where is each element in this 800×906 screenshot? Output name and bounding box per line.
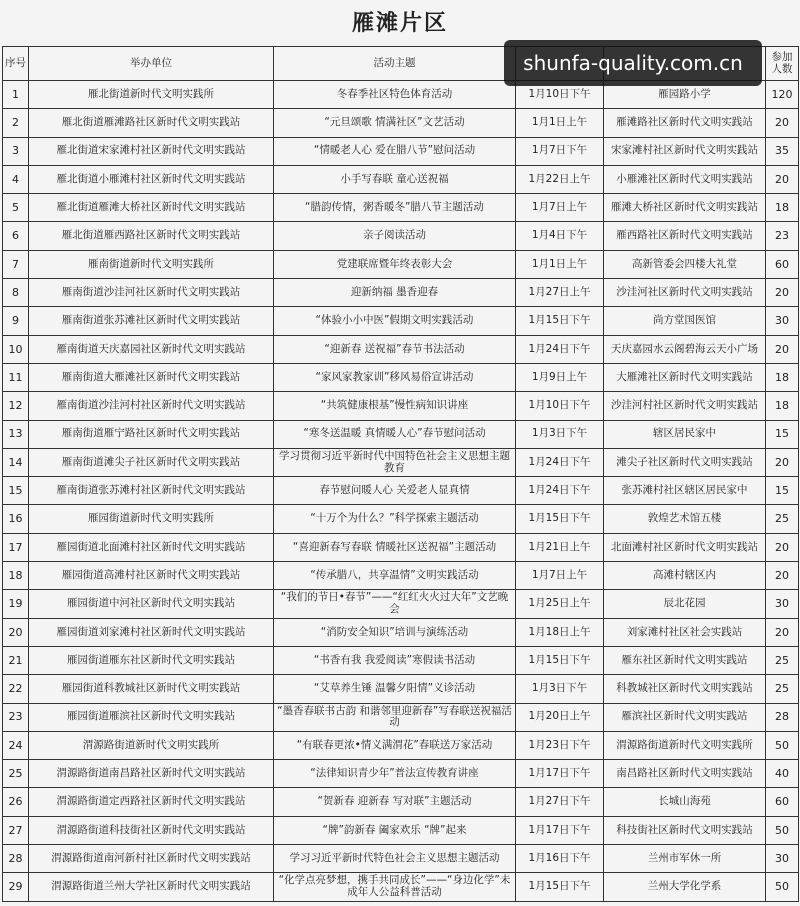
row-time: 1月15日下午 (516, 505, 604, 533)
table-row (3, 788, 799, 816)
page-title: 雁滩片区 (351, 10, 448, 36)
row-theme: 学习习近平新时代特色社会主义思想主题活动 (274, 845, 516, 873)
row-participants: 25 (766, 505, 799, 533)
row-location: 宋家滩村社区新时代文明实践站 (604, 137, 766, 165)
row-organizer: 雁园街道雁滨社区新时代文明实践站 (29, 703, 274, 731)
row-organizer: 雁北街道雁滩大桥社区新时代文明实践站 (29, 194, 274, 222)
row-organizer: 雁园街道雁东社区新时代文明实践站 (29, 646, 274, 674)
row-participants: 18 (766, 392, 799, 420)
row-participants: 20 (766, 448, 799, 476)
row-organizer: 雁南街道滩尖子社区新时代文明实践站 (29, 448, 274, 476)
row-index: 16 (3, 505, 29, 533)
row-index: 15 (3, 477, 29, 505)
row-index: 28 (3, 845, 29, 873)
row-theme: “寒冬送温暖 真情暖人心”春节慰问活动 (274, 420, 516, 448)
row-time: 1月23日下午 (516, 731, 604, 759)
row-organizer: 雁北街道小雁滩村社区新时代文明实践站 (29, 165, 274, 193)
row-organizer: 雁北街道宋家滩村社区新时代文明实践站 (29, 137, 274, 165)
table-row (3, 307, 799, 335)
table-row (3, 420, 799, 448)
table-row (3, 646, 799, 674)
row-theme: “腊韵传情，粥香暖冬”腊八节主题活动 (274, 194, 516, 222)
row-location: 科教城社区新时代文明实践站 (604, 675, 766, 703)
row-theme: “情暖老人心 爱在腊八节”慰问活动 (274, 137, 516, 165)
row-time: 1月25日上午 (516, 590, 604, 618)
row-theme: 春节慰问暖人心 关爱老人显真情 (274, 477, 516, 505)
row-index: 26 (3, 788, 29, 816)
row-participants: 25 (766, 675, 799, 703)
row-participants: 50 (766, 816, 799, 844)
table-row (3, 392, 799, 420)
row-index: 23 (3, 703, 29, 731)
row-theme: 迎新纳福 墨香迎春 (274, 279, 516, 307)
row-organizer: 雁南街道张苏滩社区新时代文明实践站 (29, 307, 274, 335)
row-location: 雁东社区新时代文明实践站 (604, 646, 766, 674)
table-row (3, 165, 799, 193)
row-index: 7 (3, 250, 29, 278)
row-time: 1月15日下午 (516, 646, 604, 674)
row-time: 1月24日下午 (516, 448, 604, 476)
row-organizer: 渭源路街道新时代文明实践所 (29, 731, 274, 759)
row-time: 1月7日下午 (516, 137, 604, 165)
row-time: 1月3日下午 (516, 675, 604, 703)
row-time: 1月3日下午 (516, 420, 604, 448)
row-organizer: 渭源路街道科技街社区新时代文明实践站 (29, 816, 274, 844)
row-organizer: 雁园街道刘家滩村社区新时代文明实践站 (29, 618, 274, 646)
row-theme: “共筑健康根基”慢性病知识讲座 (274, 392, 516, 420)
row-index: 18 (3, 562, 29, 590)
row-index: 6 (3, 222, 29, 250)
row-participants: 60 (766, 788, 799, 816)
row-theme: 小手写春联 童心送祝福 (274, 165, 516, 193)
row-location: 刘家滩村社区社会实践站 (604, 618, 766, 646)
row-organizer: 渭源路街道定西路社区新时代文明实践站 (29, 788, 274, 816)
row-participants: 18 (766, 194, 799, 222)
table-row (3, 505, 799, 533)
row-theme: 亲子阅读活动 (274, 222, 516, 250)
row-index: 2 (3, 109, 29, 137)
row-time: 1月7日上午 (516, 194, 604, 222)
row-location: 雁滨社区新时代文明实践站 (604, 703, 766, 731)
row-location: 长城山海苑 (604, 788, 766, 816)
table-row (3, 533, 799, 561)
table-row (3, 335, 799, 363)
row-participants: 20 (766, 165, 799, 193)
row-location: 科技街社区新时代文明实践站 (604, 816, 766, 844)
row-index: 13 (3, 420, 29, 448)
row-theme: “家风家教家训”移风易俗宣讲活动 (274, 363, 516, 391)
row-participants: 20 (766, 533, 799, 561)
row-index: 1 (3, 81, 29, 109)
table-row (3, 618, 799, 646)
row-location: 高滩村辖区内 (604, 562, 766, 590)
row-location: 尚方堂国医馆 (604, 307, 766, 335)
row-theme: “我们的节日•春节”——“红红火火过大年”文艺晚会 (274, 590, 516, 618)
row-location: 兰州大学化学系 (604, 873, 766, 901)
row-location: 雁滩大桥社区新时代文明实践站 (604, 194, 766, 222)
row-time: 1月4日下午 (516, 222, 604, 250)
row-location: 高新管委会四楼大礼堂 (604, 250, 766, 278)
row-index: 19 (3, 590, 29, 618)
row-index: 3 (3, 137, 29, 165)
row-theme: “化学点亮梦想，携手共同成长”——“身边化学”未成年人公益科普活动 (274, 873, 516, 901)
row-index: 14 (3, 448, 29, 476)
row-theme: 党建联席暨年终表彰大会 (274, 250, 516, 278)
row-participants: 20 (766, 335, 799, 363)
row-location: 雁园路小学 (604, 81, 766, 109)
header-organizer: 举办单位 (29, 47, 274, 81)
row-time: 1月27日上午 (516, 279, 604, 307)
row-theme: “十万个为什么？”科学探索主题活动 (274, 505, 516, 533)
table-row (3, 477, 799, 505)
row-time: 1月17日下午 (516, 816, 604, 844)
row-time: 1月15日下午 (516, 307, 604, 335)
row-participants: 60 (766, 250, 799, 278)
row-participants: 18 (766, 363, 799, 391)
row-participants: 35 (766, 137, 799, 165)
row-time: 1月27日下午 (516, 788, 604, 816)
row-index: 27 (3, 816, 29, 844)
row-theme: “牌”韵新春 阖家欢乐 “牌”起来 (274, 816, 516, 844)
row-organizer: 雁南街道新时代文明实践所 (29, 250, 274, 278)
table-row (3, 590, 799, 618)
row-index: 25 (3, 760, 29, 788)
header-index: 序号 (3, 47, 29, 81)
row-participants: 30 (766, 845, 799, 873)
row-participants: 20 (766, 562, 799, 590)
table-row (3, 731, 799, 759)
row-location: 张苏滩村社区辖区居民家中 (604, 477, 766, 505)
row-index: 9 (3, 307, 29, 335)
row-theme: “艾草养生锤 温馨夕阳情”义诊活动 (274, 675, 516, 703)
row-index: 4 (3, 165, 29, 193)
row-index: 5 (3, 194, 29, 222)
watermark-banner: shunfa-quality.com.cn (504, 40, 762, 86)
row-time: 1月7日上午 (516, 562, 604, 590)
row-location: 沙洼河社区新时代文明实践站 (604, 279, 766, 307)
row-location: 南昌路社区新时代文明实践站 (604, 760, 766, 788)
row-organizer: 雁园街道高滩村社区新时代文明实践站 (29, 562, 274, 590)
row-organizer: 渭源路街道兰州大学社区新时代文明实践站 (29, 873, 274, 901)
row-theme: “法律知识青少年”普法宣传教育讲座 (274, 760, 516, 788)
row-organizer: 渭源路街道南河新村社区新时代文明实践站 (29, 845, 274, 873)
row-index: 17 (3, 533, 29, 561)
row-participants: 28 (766, 703, 799, 731)
row-index: 29 (3, 873, 29, 901)
row-location: 兰州市军休一所 (604, 845, 766, 873)
row-theme: “墨香春联书古韵 和谐邻里迎新春”写春联送祝福活动 (274, 703, 516, 731)
row-time: 1月1日上午 (516, 250, 604, 278)
row-time: 1月9日上午 (516, 363, 604, 391)
activity-table (2, 46, 799, 902)
row-index: 11 (3, 363, 29, 391)
header-theme: 活动主题 (274, 47, 516, 81)
table-row (3, 873, 799, 901)
row-participants: 25 (766, 646, 799, 674)
row-participants: 50 (766, 873, 799, 901)
row-organizer: 雁园街道科教城社区新时代文明实践站 (29, 675, 274, 703)
row-theme: “贺新春 迎新春 写对联”主题活动 (274, 788, 516, 816)
row-time: 1月16日下午 (516, 845, 604, 873)
table-row (3, 675, 799, 703)
table-row (3, 363, 799, 391)
row-index: 24 (3, 731, 29, 759)
row-index: 20 (3, 618, 29, 646)
row-index: 8 (3, 279, 29, 307)
table-row (3, 816, 799, 844)
row-location: 天庆嘉园水云阁碧海云天小广场 (604, 335, 766, 363)
row-time: 1月24日下午 (516, 477, 604, 505)
row-index: 21 (3, 646, 29, 674)
row-time: 1月15日下午 (516, 873, 604, 901)
row-theme: “喜迎新春写春联 情暖社区送祝福”主题活动 (274, 533, 516, 561)
row-time: 1月21日上午 (516, 533, 604, 561)
row-time: 1月18日上午 (516, 618, 604, 646)
row-organizer: 雁南街道大雁滩社区新时代文明实践站 (29, 363, 274, 391)
row-time: 1月22日上午 (516, 165, 604, 193)
row-location: 滩尖子社区新时代文明实践站 (604, 448, 766, 476)
row-time: 1月20日上午 (516, 703, 604, 731)
row-participants: 20 (766, 618, 799, 646)
row-participants: 120 (766, 81, 799, 109)
table-row (3, 250, 799, 278)
table-row (3, 760, 799, 788)
row-organizer: 雁南街道天庆嘉园社区新时代文明实践站 (29, 335, 274, 363)
row-participants: 23 (766, 222, 799, 250)
row-theme: 学习贯彻习近平新时代中国特色社会主义思想主题教育 (274, 448, 516, 476)
table-row (3, 194, 799, 222)
row-organizer: 雁南街道沙洼河社区新时代文明实践站 (29, 279, 274, 307)
row-time: 1月24日下午 (516, 335, 604, 363)
row-organizer: 雁南街道雁宁路社区新时代文明实践站 (29, 420, 274, 448)
row-time: 1月10日下午 (516, 392, 604, 420)
header-participants: 参加人数 (766, 47, 799, 81)
table-row (3, 222, 799, 250)
row-participants: 30 (766, 307, 799, 335)
row-organizer: 雁园街道中河社区新时代文明实践站 (29, 590, 274, 618)
row-theme: “元旦颂歌 情满社区”文艺活动 (274, 109, 516, 137)
table-row (3, 703, 799, 731)
row-location: 雁滩路社区新时代文明实践站 (604, 109, 766, 137)
table-row (3, 279, 799, 307)
row-index: 22 (3, 675, 29, 703)
row-time: 1月1日上午 (516, 109, 604, 137)
row-participants: 50 (766, 731, 799, 759)
row-organizer: 雁南街道张苏滩村社区新时代文明实践站 (29, 477, 274, 505)
row-location: 北面滩村社区新时代文明实践站 (604, 533, 766, 561)
row-time: 1月17日下午 (516, 760, 604, 788)
table-row (3, 448, 799, 476)
row-organizer: 雁园街道新时代文明实践所 (29, 505, 274, 533)
table-row (3, 137, 799, 165)
row-organizer: 雁北街道雁西路社区新时代文明实践站 (29, 222, 274, 250)
row-time: 1月10日下午 (516, 81, 604, 109)
table-row (3, 109, 799, 137)
row-location: 渭源路街道新时代文明实践所 (604, 731, 766, 759)
row-location: 辖区居民家中 (604, 420, 766, 448)
row-location: 敦煌艺术馆五楼 (604, 505, 766, 533)
row-organizer: 雁园街道北面滩村社区新时代文明实践站 (29, 533, 274, 561)
row-organizer: 渭源路街道南昌路社区新时代文明实践站 (29, 760, 274, 788)
row-organizer: 雁北街道新时代文明实践所 (29, 81, 274, 109)
row-theme: “消防安全知识”培训与演练活动 (274, 618, 516, 646)
row-participants: 30 (766, 590, 799, 618)
row-participants: 15 (766, 477, 799, 505)
row-participants: 40 (766, 760, 799, 788)
row-participants: 15 (766, 420, 799, 448)
row-organizer: 雁北街道雁滩路社区新时代文明实践站 (29, 109, 274, 137)
row-theme: “书香有我 我爱阅读”寒假读书活动 (274, 646, 516, 674)
row-theme: 冬春季社区特色体育活动 (274, 81, 516, 109)
row-theme: “迎新春 送祝福”春节书法活动 (274, 335, 516, 363)
row-index: 12 (3, 392, 29, 420)
row-location: 小雁滩社区新时代文明实践站 (604, 165, 766, 193)
row-participants: 20 (766, 109, 799, 137)
row-location: 雁西路社区新时代文明实践站 (604, 222, 766, 250)
row-location: 大雁滩社区新时代文明实践站 (604, 363, 766, 391)
row-participants: 20 (766, 279, 799, 307)
row-theme: “传承腊八，共享温情”文明实践活动 (274, 562, 516, 590)
table-row (3, 845, 799, 873)
row-organizer: 雁南街道沙洼河村社区新时代文明实践站 (29, 392, 274, 420)
row-theme: “有联春更浓•情义满渭花”春联送万家活动 (274, 731, 516, 759)
row-location: 沙洼河村社区新时代文明实践站 (604, 392, 766, 420)
row-index: 10 (3, 335, 29, 363)
row-theme: “体验小小中医”假期文明实践活动 (274, 307, 516, 335)
table-row (3, 562, 799, 590)
row-location: 辰北花园 (604, 590, 766, 618)
